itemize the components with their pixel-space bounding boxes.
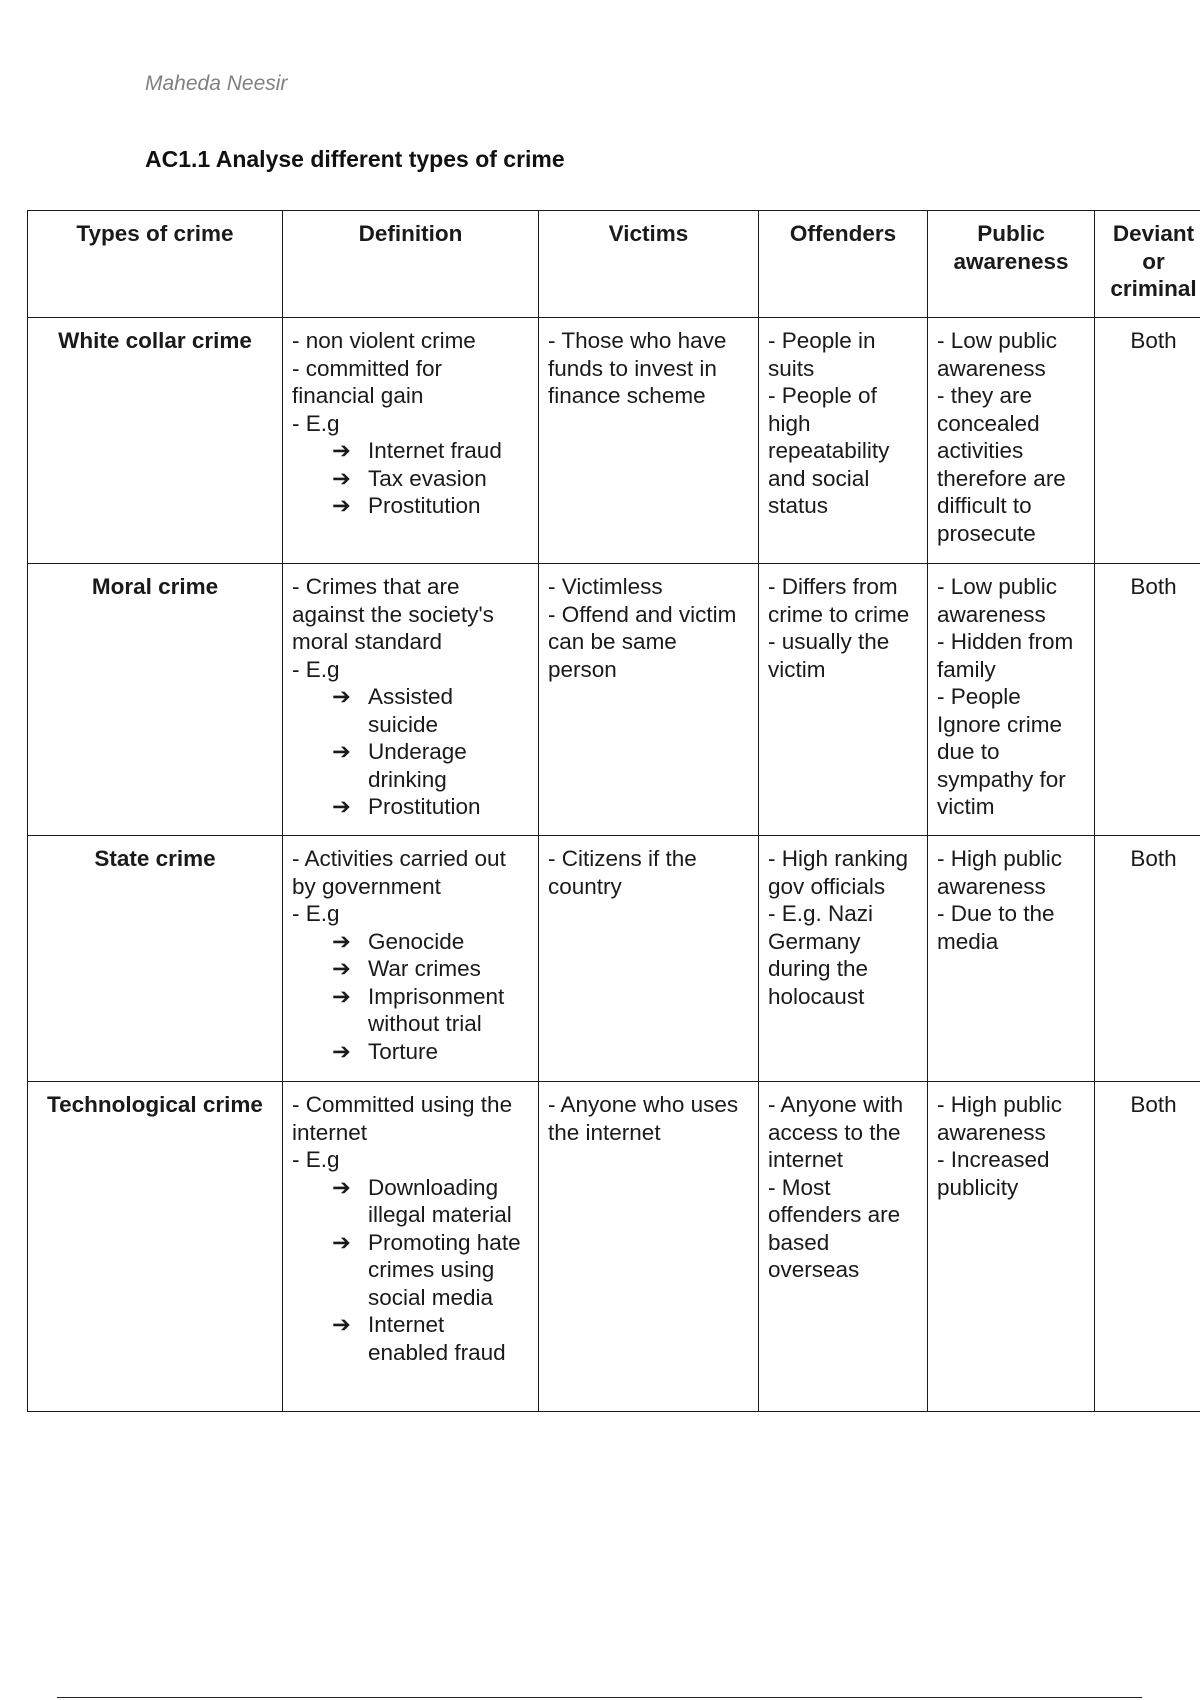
arrow-bullet-icon: ➔ <box>332 1312 351 1337</box>
cell-text-line: - People in suits <box>768 328 876 381</box>
arrow-bullet-icon: ➔ <box>332 794 351 819</box>
table-row <box>28 318 1200 564</box>
cell-text-line: - Citizens if the country <box>548 846 697 899</box>
cell-text-line: - Those who have funds to invest in finance scheme <box>548 328 727 408</box>
cell-text-line: - Low public awareness <box>937 328 1058 381</box>
cell-text-line: - Differs from crime to crime <box>768 574 910 627</box>
header-deviant-or-criminal: Deviant or criminal <box>1095 211 1200 318</box>
cell-text-line: - Anyone with access to the internet <box>768 1092 904 1172</box>
cell-text-line: - People Ignore crime due to sympathy for victim <box>937 684 1066 819</box>
example-text: Underage drinking <box>368 739 467 792</box>
header-types-of-crime: Types of crime <box>28 211 283 318</box>
example-text: Tax evasion <box>368 465 487 491</box>
example-text: Internet enabled fraud <box>368 1312 506 1365</box>
crime-type-cell: White collar crime <box>28 318 283 564</box>
public-awareness-cell <box>928 1082 1095 1412</box>
crime-types-table <box>27 210 1200 1412</box>
example-list <box>292 437 529 520</box>
deviant-or-criminal-cell: Both <box>1095 836 1200 1082</box>
example-list-item <box>332 1229 529 1312</box>
public-awareness-cell <box>928 318 1095 564</box>
table-header-row <box>28 211 1200 318</box>
crime-type-cell: Technological crime <box>28 1082 283 1412</box>
offenders-cell <box>759 1082 928 1412</box>
arrow-bullet-icon: ➔ <box>332 956 351 981</box>
cell-text-line: - E.g <box>292 410 340 436</box>
example-list-item <box>332 1038 529 1066</box>
crime-type-cell: Moral crime <box>28 564 283 836</box>
example-text: Imprisonment without trial <box>368 983 505 1036</box>
example-list-item <box>332 1311 529 1366</box>
cell-text-line: - E.g. Nazi Germany during the holocaust <box>768 901 874 1009</box>
victims-cell <box>539 836 759 1082</box>
arrow-bullet-icon: ➔ <box>332 465 351 491</box>
example-text: Downloading illegal material <box>368 1174 512 1227</box>
example-list-item <box>332 465 529 493</box>
crime-type-cell: State crime <box>28 836 283 1082</box>
cell-text-line: - High ranking gov officials <box>768 846 909 899</box>
arrow-bullet-icon: ➔ <box>332 1038 351 1064</box>
victims-cell <box>539 564 759 836</box>
definition-cell <box>283 564 539 836</box>
example-list-item <box>332 492 529 520</box>
arrow-bullet-icon: ➔ <box>332 438 351 463</box>
example-text: War crimes <box>368 956 481 981</box>
public-awareness-cell <box>928 836 1095 1082</box>
definition-cell <box>283 318 539 564</box>
cell-text-line: - Due to the media <box>937 901 1055 954</box>
header-victims: Victims <box>539 211 759 318</box>
arrow-bullet-icon: ➔ <box>332 684 351 709</box>
header-offenders: Offenders <box>759 211 928 318</box>
cell-text-line: - non violent crime <box>292 328 476 353</box>
deviant-or-criminal-cell: Both <box>1095 318 1200 564</box>
document-heading: AC1.1 Analyse different types of crime <box>145 146 565 172</box>
table-row <box>28 564 1200 836</box>
table-row <box>28 1082 1200 1412</box>
example-text: Prostitution <box>368 493 481 518</box>
definition-cell <box>283 1082 539 1412</box>
arrow-bullet-icon: ➔ <box>332 493 351 518</box>
cell-text-line: - committed for financial gain <box>292 355 443 408</box>
page-bottom-rule <box>57 1697 1142 1698</box>
victims-cell <box>539 1082 759 1412</box>
cell-text-line: - Low public awareness <box>937 574 1058 627</box>
victims-cell <box>539 318 759 564</box>
example-text: Torture <box>368 1038 439 1064</box>
cell-text-line: - Victimless <box>548 574 663 599</box>
cell-text-line: - Increased publicity <box>937 1147 1050 1200</box>
cell-text-line: - E.g <box>292 656 340 682</box>
example-list-item <box>332 793 529 821</box>
deviant-or-criminal-cell: Both <box>1095 1082 1200 1412</box>
arrow-bullet-icon: ➔ <box>332 739 351 764</box>
author-name: Maheda Neesir <box>145 72 288 95</box>
arrow-bullet-icon: ➔ <box>332 983 351 1009</box>
table-row <box>28 836 1200 1082</box>
arrow-bullet-icon: ➔ <box>332 928 351 954</box>
cell-text-line: - Offend and victim can be same person <box>548 601 737 682</box>
example-list-item <box>332 738 529 793</box>
table-body <box>28 318 1200 1412</box>
cell-text-line: - Crimes that are against the society's moral standard <box>292 574 494 654</box>
cell-text-line: - Committed using the internet <box>292 1092 513 1145</box>
cell-text-line: - Activities carried out by government <box>292 846 506 899</box>
cell-text-line: - People of high repeatability and social status <box>768 383 890 518</box>
cell-text-line: - usually the victim <box>768 629 890 682</box>
example-list-item <box>332 928 529 956</box>
example-text: Assisted suicide <box>368 684 454 737</box>
header-definition: Definition <box>283 211 539 318</box>
offenders-cell <box>759 836 928 1082</box>
cell-text-line: - they are concealed activities therefore are difficult to prosecute <box>937 383 1066 546</box>
definition-cell <box>283 836 539 1082</box>
header-public-awareness: Public awareness <box>928 211 1095 318</box>
example-text: Genocide <box>368 928 465 954</box>
example-list-item <box>332 437 529 465</box>
cell-text-line: - Anyone who uses the internet <box>548 1092 739 1145</box>
arrow-bullet-icon: ➔ <box>332 1229 351 1255</box>
example-list-item <box>332 955 529 983</box>
example-list-item <box>332 1174 529 1229</box>
cell-text-line: - Hidden from family <box>937 629 1074 682</box>
cell-text-line: - E.g <box>292 901 340 926</box>
offenders-cell <box>759 318 928 564</box>
example-list <box>292 683 529 821</box>
deviant-or-criminal-cell: Both <box>1095 564 1200 836</box>
public-awareness-cell <box>928 564 1095 836</box>
arrow-bullet-icon: ➔ <box>332 1174 351 1200</box>
example-list-item <box>332 683 529 738</box>
example-text: Internet fraud <box>368 438 502 463</box>
example-text: Promoting hate crimes using social media <box>368 1229 521 1310</box>
example-list-item <box>332 983 529 1038</box>
example-text: Prostitution <box>368 794 481 819</box>
cell-text-line: - High public awareness <box>937 1092 1063 1145</box>
cell-text-line: - E.g <box>292 1147 340 1172</box>
example-list <box>292 928 529 1066</box>
example-list <box>292 1174 529 1367</box>
cell-text-line: - High public awareness <box>937 846 1063 899</box>
offenders-cell <box>759 564 928 836</box>
cell-text-line: - Most offenders are based overseas <box>768 1174 901 1282</box>
